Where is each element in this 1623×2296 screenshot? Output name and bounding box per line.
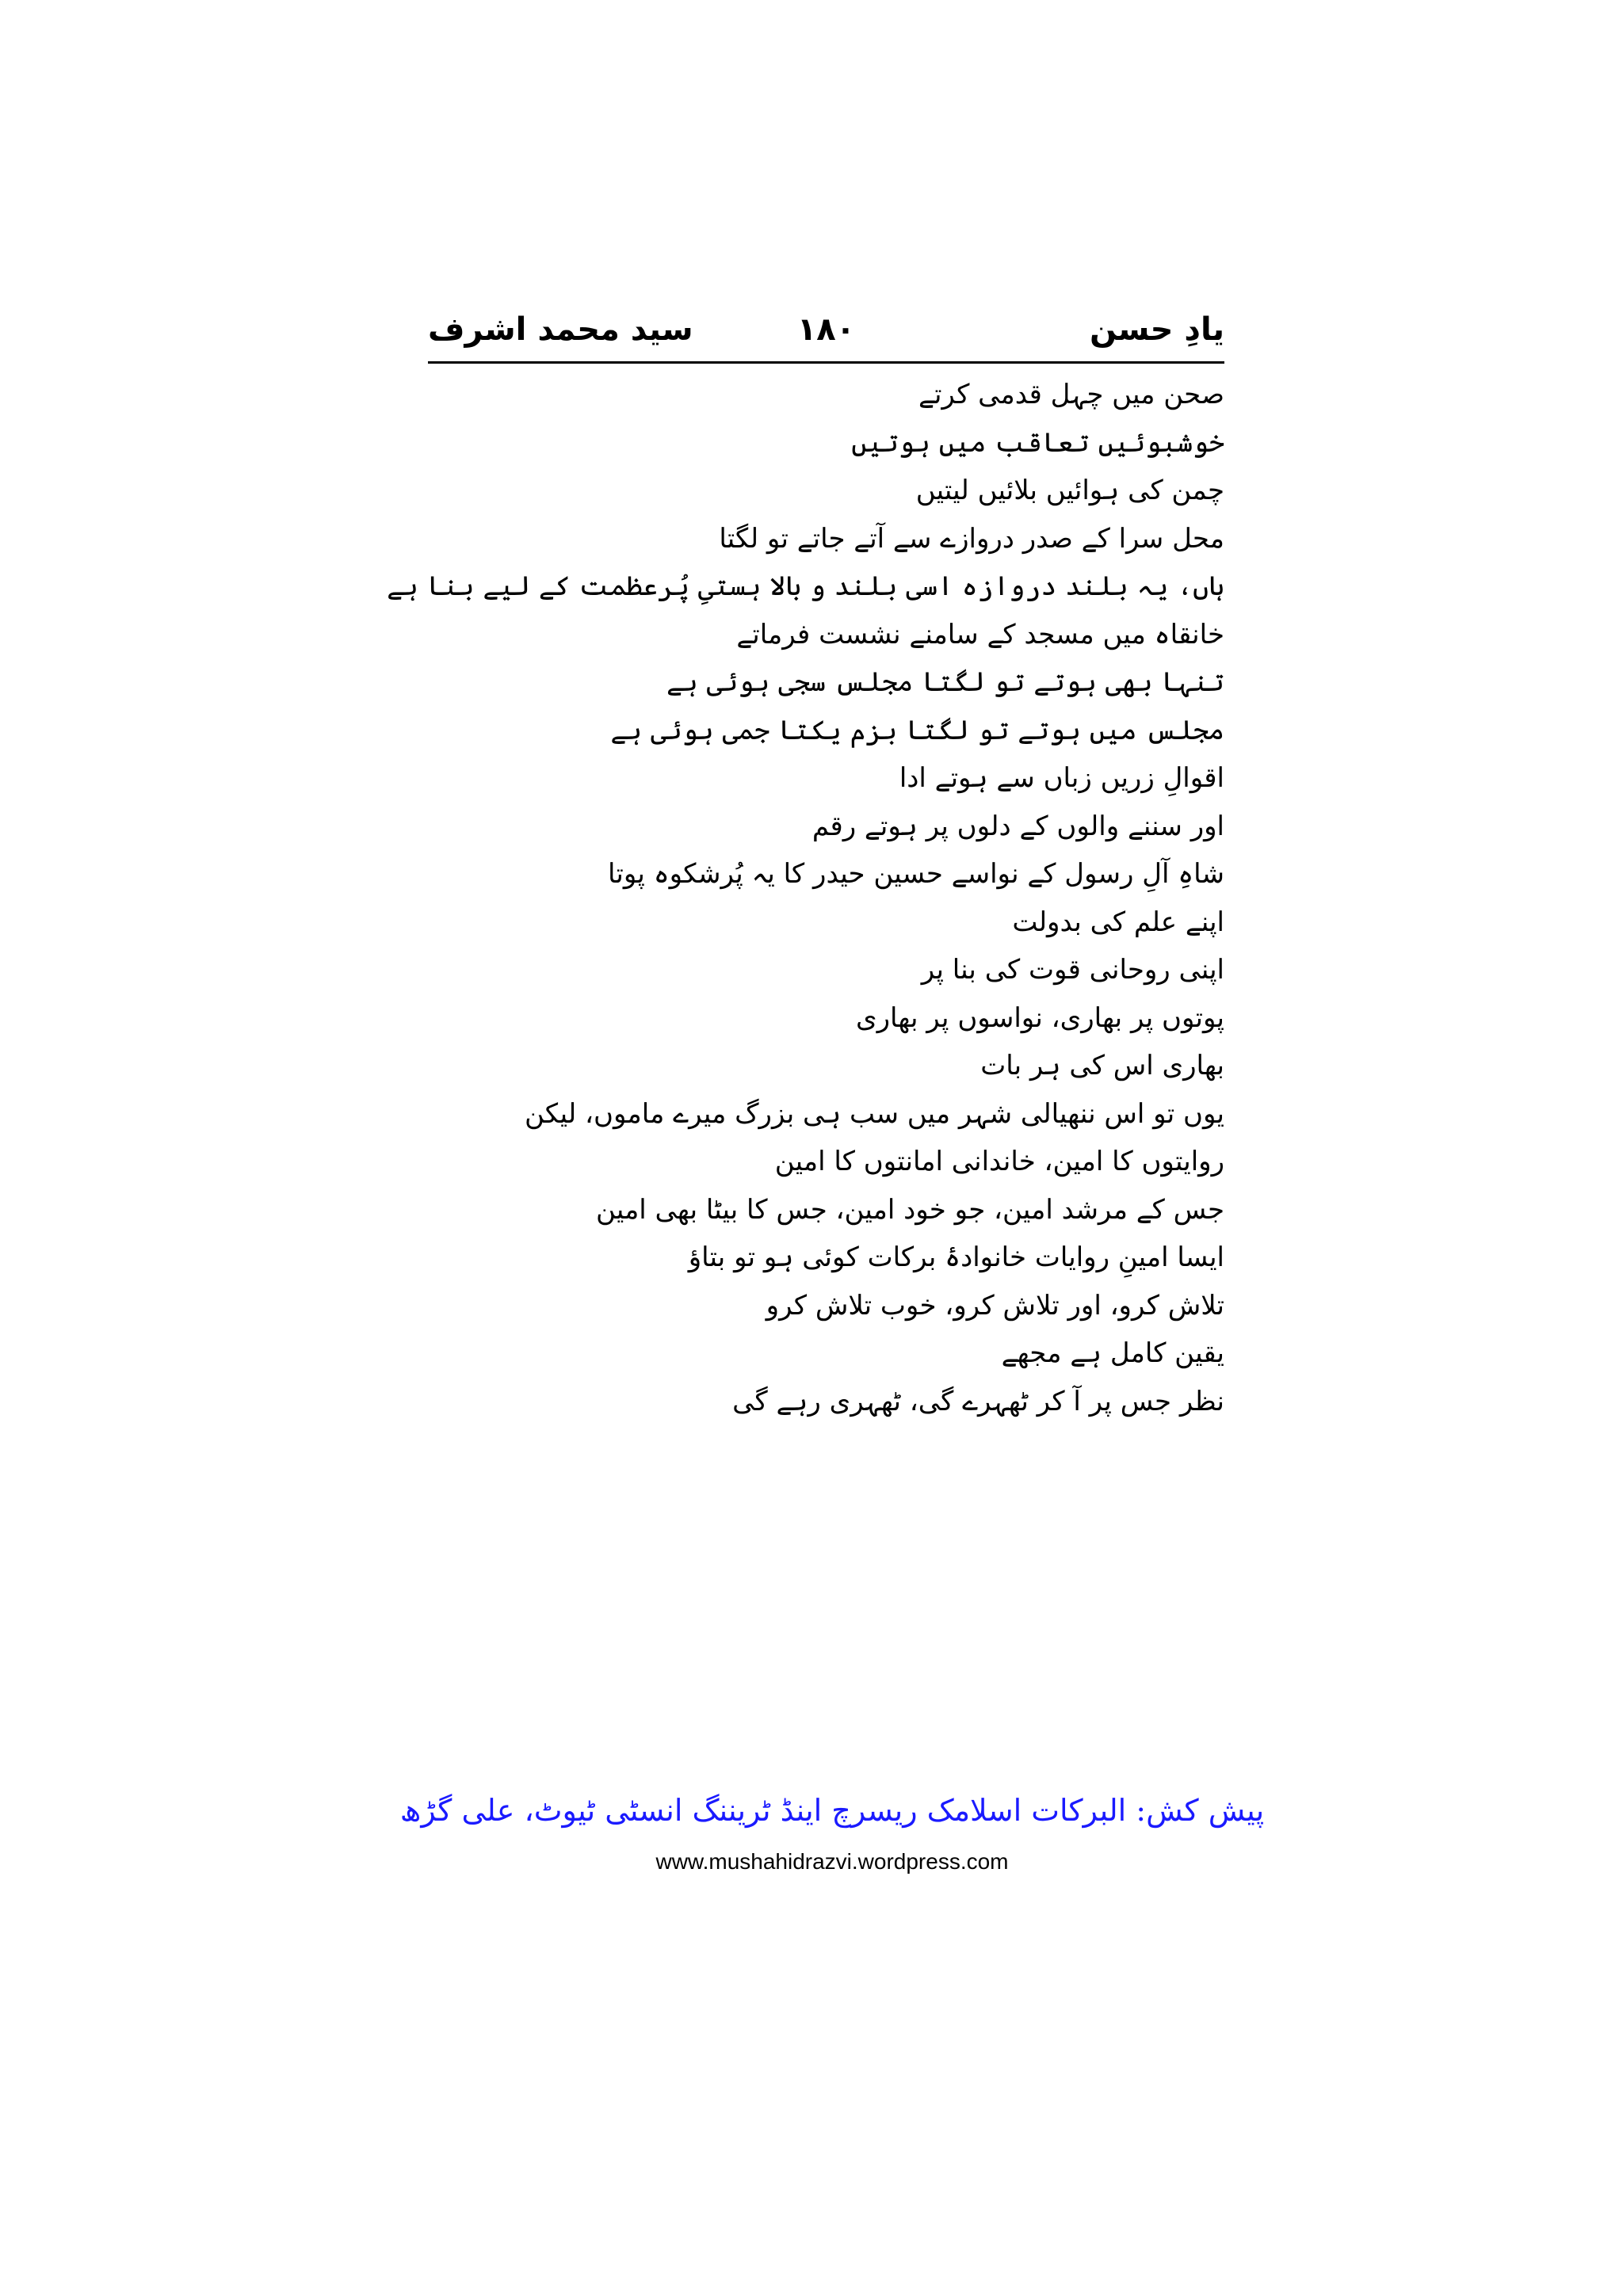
poem-body [387, 371, 1224, 1425]
poem-line: صحن میں چہل قدمی کرتے [918, 379, 1224, 410]
poem-line: جس کے مرشد امین، جو خود امین، جس کا بیٹا بھی امین [595, 1193, 1224, 1226]
poem-line: چمن کی ہوائیں بلائیں لیتیں [915, 475, 1224, 506]
poem-line: خانقاہ میں مسجد کے سامنے نشست فرماتے [736, 618, 1224, 650]
website-link[interactable]: www.mushahidrazvi.wordpress.com [655, 1849, 1009, 1874]
header-divider [428, 361, 1224, 364]
poem-line: محل سرا کے صدر دروازے سے آتے جاتے تو لگتا [719, 522, 1224, 555]
author-name: سید محمد اشرف [428, 311, 693, 348]
poem-line: خوشبوئیں تعاقب میں ہوتیں [851, 426, 1224, 459]
poem-line: اور سننے والوں کے دلوں پر ہوتے رقم [812, 810, 1224, 842]
poem-line: نظر جس پر آ کر ٹھہرے گی، ٹھہری رہے گی [732, 1385, 1224, 1417]
poem-line: تلاش کرو، اور تلاش کرو، خوب تلاش کرو [766, 1289, 1224, 1322]
poem-line: ایسا امینِ روایات خانوادۂ برکات کوئی ہو تو بتاؤ [688, 1241, 1224, 1273]
running-header [428, 304, 1224, 355]
poem-line: اپنی روحانی قوت کی بنا پر [921, 954, 1224, 986]
poem-line: ہاں، یہ بلند دروازہ اسی بلند و بالا ہستیِ پُرعظمت کے لیے بنا ہے [387, 570, 1224, 602]
page-number: ۱۸۰ [796, 311, 856, 348]
publisher-credit: پیش کش: البرکات اسلامک ریسرچ اینڈ ٹریننگ انسٹی ٹیوٹ، علی گڑھ [399, 1793, 1265, 1828]
poem-line: بھاری اس کی ہر بات [980, 1050, 1224, 1081]
poem-line: مجلس میں ہوتے تو لگتا بزم یکتا جمی ہوئی ہے [610, 714, 1224, 746]
book-title: یادِ حسن [1089, 311, 1224, 348]
poem-line: تنہا بھی ہوتے تو لگتا مجلس سجی ہوئی ہے [666, 666, 1224, 698]
poem-line: یقین کامل ہے مجھے [1001, 1337, 1224, 1369]
poem-line: اپنے علم کی بدولت [1012, 906, 1224, 938]
poem-line: شاہِ آلِ رسول کے نواسے حسین حیدر کا یہ پُرشکوہ پوتا [608, 858, 1224, 890]
poem-line: اقوالِ زریں زباں سے ہوتے ادا [899, 762, 1224, 794]
poem-line: روایتوں کا امین، خاندانی امانتوں کا امین [774, 1146, 1224, 1177]
poem-line: یوں تو اس ننھیالی شہر میں سب ہی بزرگ میرے ماموں، لیکن [524, 1097, 1224, 1130]
poem-line: پوتوں پر بھاری، نواسوں پر بھاری [855, 1001, 1224, 1034]
